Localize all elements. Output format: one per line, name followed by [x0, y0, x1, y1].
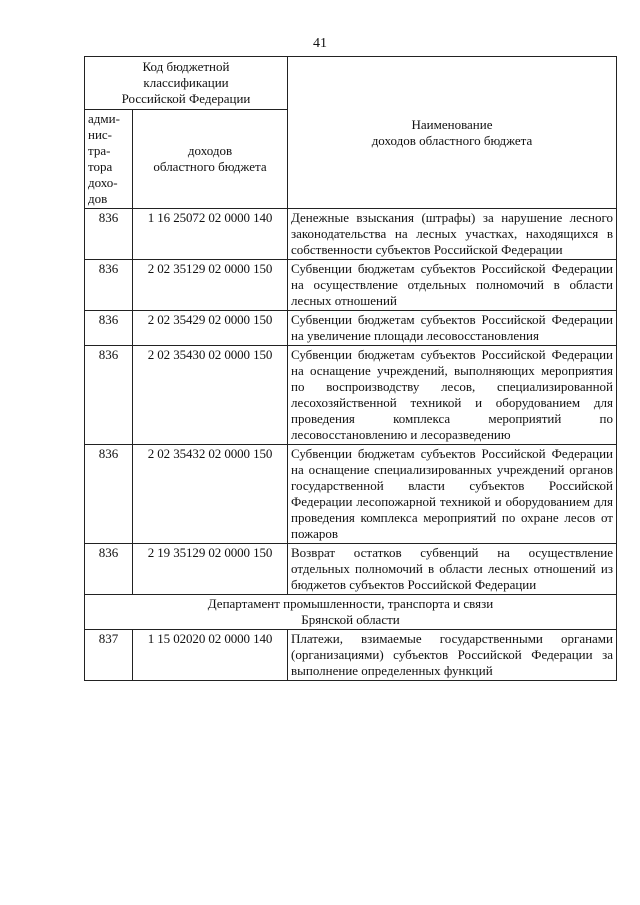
admin-code: 836	[85, 311, 133, 346]
header-income-code: доходов областного бюджета	[133, 110, 288, 209]
section-title: Департамент промышленности, транспорта и связи Брянской области	[85, 595, 617, 630]
header-classification-code: Код бюджетной классификации Российской Федерации	[85, 57, 288, 110]
income-name: Субвенции бюджетам субъектов Российской Федерации на оснащение специализированных учреждений органов государственной власти субъектов Российской Федерации лесопожарной техникой и оборудованием для проведения комплекса мероприятий по охране лесов от пожаров	[288, 445, 617, 544]
table-row	[85, 630, 617, 681]
income-name: Субвенции бюджетам субъектов Российской Федерации на осуществление отдельных полномочий в области лесных отношений	[288, 260, 617, 311]
table-row	[85, 544, 617, 595]
admin-code: 836	[85, 544, 133, 595]
income-code: 1 15 02020 02 0000 140	[133, 630, 288, 681]
admin-code: 836	[85, 346, 133, 445]
table-row	[85, 445, 617, 544]
admin-code: 836	[85, 260, 133, 311]
header-administrator: адми- нис- тра- тора дохо- дов	[85, 110, 133, 209]
admin-code: 837	[85, 630, 133, 681]
section-row	[85, 595, 617, 630]
income-name: Денежные взыскания (штрафы) за нарушение лесного законодательства на лесных участках, находящихся в собственности субъектов Российской Федерации	[288, 209, 617, 260]
income-name: Субвенции бюджетам субъектов Российской Федерации на оснащение учреждений, выполняющих мероприятия по воспроизводству лесов, специализированной лесохозяйственной техникой и оборудованием для проведения комплекса мероприятий по лесовосстановлению и лесоразведению	[288, 346, 617, 445]
page-number: 41	[313, 36, 327, 51]
table-header-row	[85, 57, 617, 110]
table-row	[85, 209, 617, 260]
income-code: 2 19 35129 02 0000 150	[133, 544, 288, 595]
income-name: Платежи, взимаемые государственными органами (организациями) субъектов Российской Федерации за выполнение определенных функций	[288, 630, 617, 681]
table-row	[85, 311, 617, 346]
admin-code: 836	[85, 445, 133, 544]
budget-classification-table	[84, 56, 617, 681]
income-name: Субвенции бюджетам субъектов Российской Федерации на увеличение площади лесовосстановления	[288, 311, 617, 346]
income-code: 1 16 25072 02 0000 140	[133, 209, 288, 260]
income-name: Возврат остатков субвенций на осуществление отдельных полномочий в области лесных отношений из бюджетов субъектов Российской Федерации	[288, 544, 617, 595]
table-row	[85, 260, 617, 311]
income-code: 2 02 35429 02 0000 150	[133, 311, 288, 346]
income-code: 2 02 35432 02 0000 150	[133, 445, 288, 544]
table-row	[85, 346, 617, 445]
income-code: 2 02 35430 02 0000 150	[133, 346, 288, 445]
income-code: 2 02 35129 02 0000 150	[133, 260, 288, 311]
header-income-name: Наименование доходов областного бюджета	[288, 57, 617, 209]
admin-code: 836	[85, 209, 133, 260]
